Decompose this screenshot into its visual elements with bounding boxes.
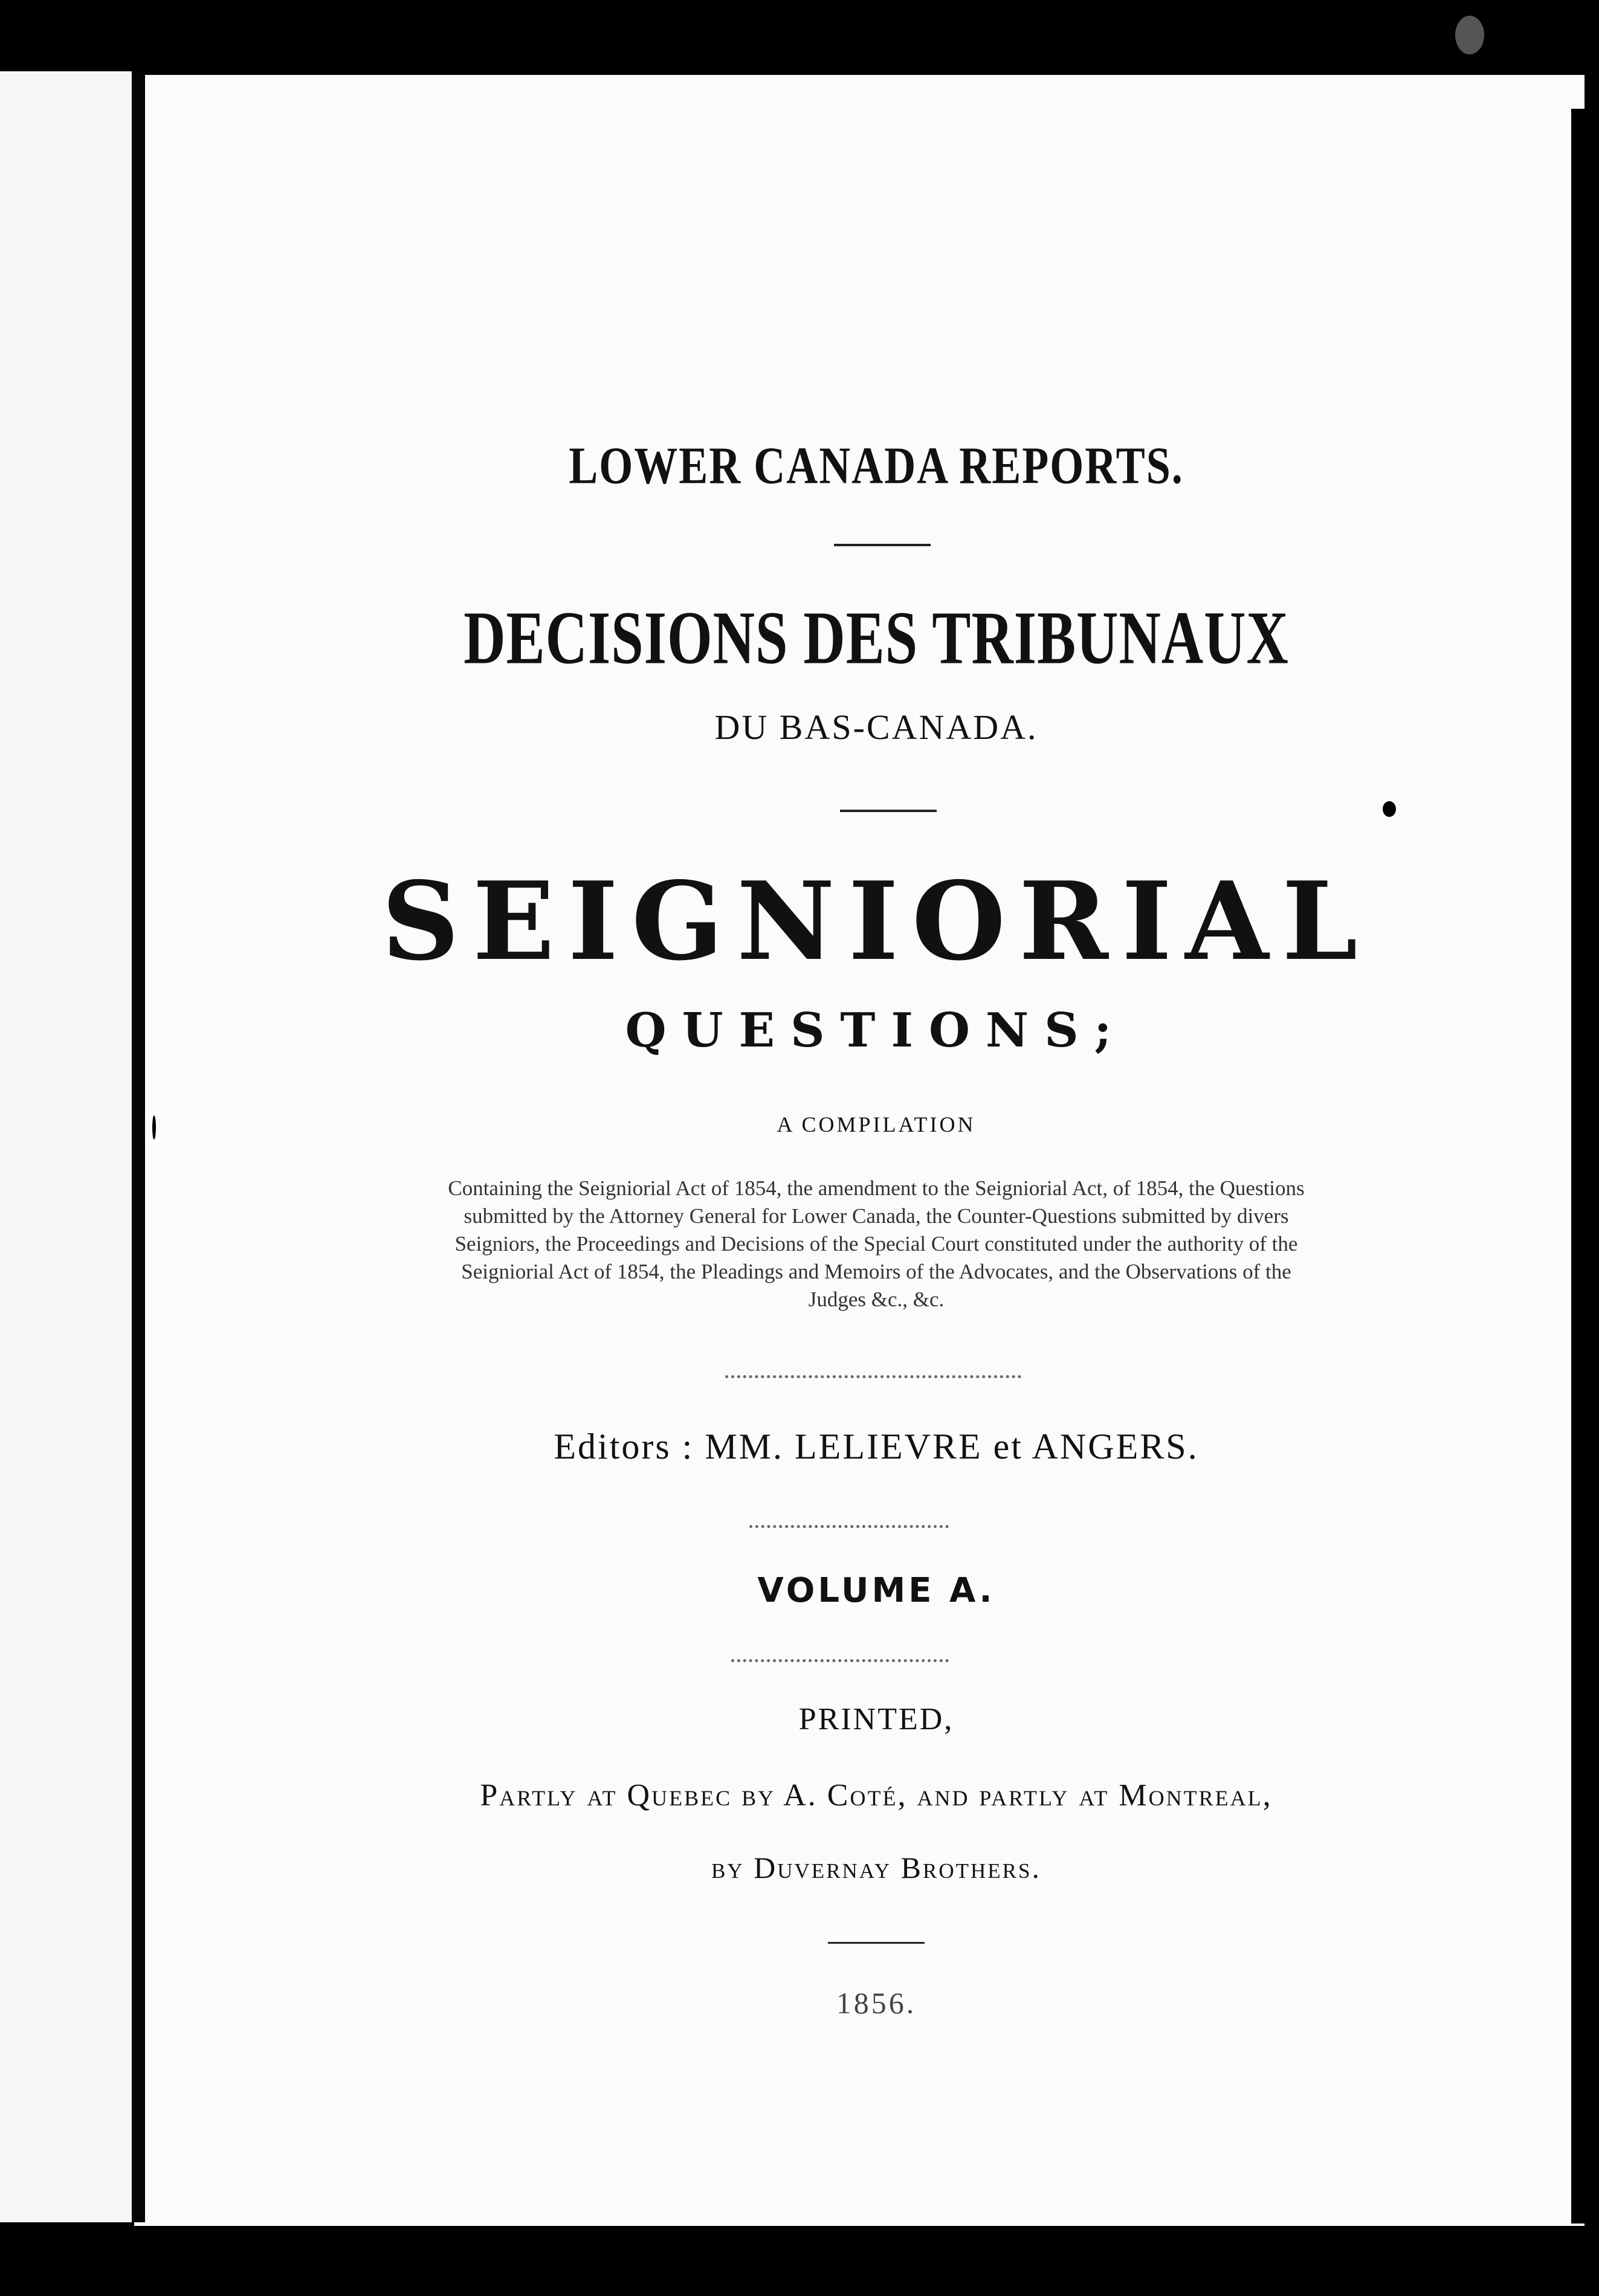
- scan-border-right: [1571, 109, 1599, 2223]
- title-page-sheet: [134, 75, 1584, 2226]
- divider-rule: [834, 544, 931, 546]
- subject-title: SEIGNIORIAL: [381, 858, 1371, 984]
- series-title: LOWER CANADA REPORTS.: [569, 436, 1184, 495]
- imprint-line: by Duvernay Brothers.: [711, 1851, 1041, 1885]
- divider-rule: [840, 810, 937, 812]
- subject-subtitle: QUESTIONS;: [625, 1003, 1128, 1058]
- facing-page-edge: [0, 71, 145, 2222]
- ink-speck: [1383, 801, 1396, 817]
- imprint-line: Partly at Quebec by A. Coté, and partly at Montreal,: [480, 1778, 1273, 1813]
- binding-gutter: [132, 71, 145, 2222]
- contents-description: Containing the Seigniorial Act of 1854, the amendment to the Seigniorial Act, of 1854, the Questions submitted by the Attorney General for Lower Canada, the Counter-Questions submitted by divers Seigniors, the Proceedings and Decisions of the Special Court constituted under the authority of the Seigniorial Act of 1854, the Pleadings and Memoirs of the Advocates, and the Observations of the Judges &c., &c.: [448, 1176, 1305, 1311]
- main-subtitle: DU BAS-CANADA.: [714, 708, 1038, 747]
- ornament-rule: [725, 1375, 1021, 1378]
- ornament-rule: [731, 1659, 949, 1662]
- printed-label: PRINTED,: [798, 1702, 954, 1737]
- ornament-rule: [749, 1525, 949, 1528]
- editors-line: Editors : MM. LELIEVRE et ANGERS.: [554, 1427, 1199, 1466]
- compilation-label: A COMPILATION: [777, 1112, 976, 1137]
- main-title: DECISIONS DES TRIBUNAUX: [464, 595, 1289, 680]
- divider-rule: [828, 1942, 925, 1944]
- volume-label: VOLUME A.: [757, 1571, 995, 1610]
- publication-year: 1856.: [836, 1986, 917, 2020]
- ink-speck: [1455, 16, 1484, 54]
